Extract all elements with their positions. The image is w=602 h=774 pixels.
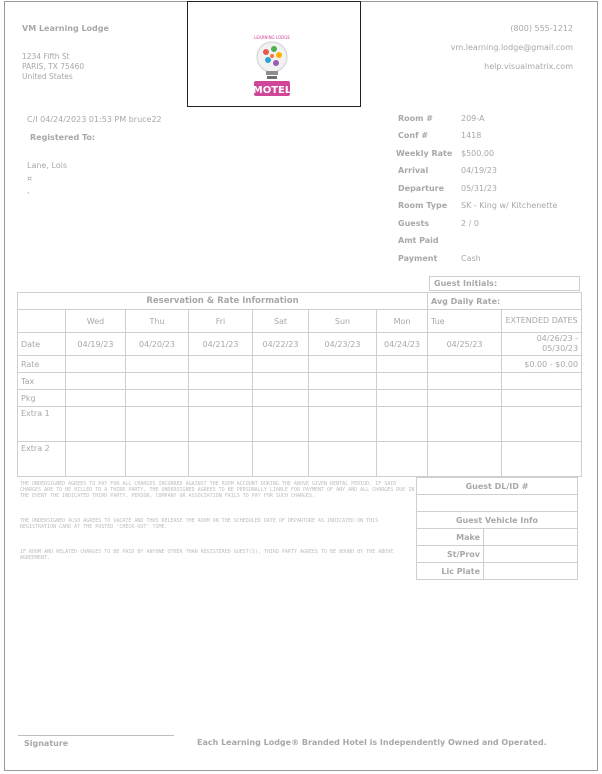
hotel-phone: (800) 555-1212 — [510, 24, 573, 33]
date-cell: 04/25/23 — [428, 333, 502, 356]
departure-label: Departure — [398, 184, 445, 193]
date-cell: 04/20/23 — [126, 333, 189, 356]
hotel-email: vm.learning.lodge@gmail.com — [450, 43, 573, 52]
legal-paragraph-2: THE UNDERSIGNED ALSO AGREES TO VACATE AND THUS RELEASE THE ROOM ON THE SCHEDULED DATE OF DEPARTURE AS INDICATED ON THIS REGISTRATION CARD AT THE POSTED 'CHECK-OUT' TIME. — [20, 518, 379, 531]
row-label: Extra 1 — [18, 407, 66, 442]
extended-dates-header: EXTENDED DATES — [502, 310, 582, 333]
departure-value: 05/31/23 — [461, 184, 497, 193]
date-cell: 04/21/23 — [189, 333, 253, 356]
row-label: Date — [18, 333, 66, 356]
day-header: Sun — [309, 310, 377, 333]
arrival-value: 04/19/23 — [461, 166, 497, 175]
hotel-logo — [187, 1, 361, 107]
table-row — [18, 373, 582, 390]
day-header: Sat — [253, 310, 309, 333]
day-header: Tue — [428, 310, 502, 333]
table-row — [18, 407, 582, 442]
day-header: Mon — [377, 310, 428, 333]
weekly-rate-value: $500.00 — [461, 149, 495, 158]
table-header-row — [18, 310, 582, 333]
hotel-name: VM Learning Lodge — [22, 24, 109, 33]
hotel-address-line1: 1234 Fifth St — [22, 52, 70, 61]
date-cell: 04/23/23 — [309, 333, 377, 356]
amt-paid-label: Amt Paid — [398, 236, 439, 245]
hotel-address-line2: PARIS, TX 75460 — [22, 62, 85, 71]
day-header: Fri — [189, 310, 253, 333]
payment-label: Payment — [398, 254, 438, 263]
guests-label: Guests — [398, 219, 430, 228]
legal-paragraph-1: THE UNDERSIGNED AGREES TO PAY FOR ALL CHARGES INCURRED AGAINST THE ROOM ACCOUNT DURING THE ABOVE GIVEN RENTAL PERIOD. IF SAID CHARGES ARE TO BE BILLED TO A THIRD PARTY, THE UNDERSIGNED AGREES TO BE PERSONALLY LIABLE FOR PAYMENT OF ANY AND ALL CHARGES DUE IN THE EVENT THE INDICATED THIRD PARTY, PERSON, COMPANY OR ASSOCIATION FAILS TO PAY FOR SUCH CHARGES. — [20, 481, 415, 500]
guest-address-line: ¤ — [27, 174, 33, 183]
footer-note: Each Learning Lodge® Branded Hotel is Independently Owned and Operated. — [197, 738, 547, 747]
signature-line[interactable] — [18, 735, 174, 736]
extended-dates-cell: 04/26/23 - 05/30/23 — [502, 333, 582, 356]
make-field[interactable] — [484, 529, 578, 546]
table-row — [18, 333, 582, 356]
hotel-address-line3: United States — [22, 72, 73, 81]
guest-name: Lane, Lois — [27, 161, 68, 170]
guest-dl-field[interactable] — [417, 495, 578, 512]
arrival-label: Arrival — [398, 166, 429, 175]
lightbulb-logo-icon — [188, 2, 359, 105]
row-label: Extra 2 — [18, 442, 66, 477]
make-label: Make — [417, 529, 484, 546]
row-label: Pkg — [18, 390, 66, 407]
guest-vehicle-label: Guest Vehicle Info — [417, 512, 578, 529]
logo-text-top: LEARNING LODGE — [254, 35, 290, 40]
weekly-rate-label: Weekly Rate — [396, 149, 453, 158]
guest-city-line: , — [27, 186, 30, 195]
reservation-rate-table — [17, 292, 582, 477]
avg-daily-rate-label: Avg Daily Rate: — [428, 293, 582, 310]
guest-initials-field[interactable] — [429, 276, 580, 291]
guest-initials-label: Guest Initials: — [434, 279, 498, 288]
payment-value: Cash — [461, 254, 481, 263]
table-row — [18, 356, 582, 373]
conf-number-value: 1418 — [461, 131, 482, 140]
hotel-website: help.visualmatrix.com — [484, 62, 573, 71]
legal-paragraph-3: IF ROOM AND RELATED CHARGES TO BE PAID BY ANYONE OTHER THAN REGISTERED GUEST(S), THIRD PARTY AGREES TO BE BOUND BY THE ABOVE AGREEMENT. — [20, 549, 394, 562]
guests-value: 2 / 0 — [461, 219, 479, 228]
st-prov-label: St/Prov — [417, 546, 484, 563]
registered-to-label: Registered To: — [30, 133, 96, 142]
day-header: Thu — [126, 310, 189, 333]
row-label: Tax — [18, 373, 66, 390]
lic-plate-label: Lic Plate — [417, 563, 484, 580]
row-label: Rate — [18, 356, 66, 373]
guest-dl-label: Guest DL/ID # — [417, 478, 578, 495]
room-type-value: SK - King w/ Kitchenette — [461, 201, 558, 210]
room-number-label: Room # — [398, 114, 433, 123]
logo-text-bottom: MOTEL — [252, 85, 292, 96]
reservation-title: Reservation & Rate Information — [18, 293, 428, 310]
guest-vehicle-table — [416, 477, 578, 580]
checkin-line: C/I 04/24/2023 01:53 PM bruce22 — [27, 115, 162, 124]
conf-number-label: Conf # — [398, 131, 429, 140]
room-number-value: 209-A — [461, 114, 485, 123]
day-header: Wed — [66, 310, 126, 333]
extended-rate-cell: $0.00 - $0.00 — [502, 356, 582, 373]
signature-label: Signature — [24, 739, 69, 748]
room-type-label: Room Type — [398, 201, 448, 210]
lic-plate-field[interactable] — [484, 563, 578, 580]
st-prov-field[interactable] — [484, 546, 578, 563]
table-title-row — [18, 293, 582, 310]
table-row — [18, 390, 582, 407]
date-cell: 04/19/23 — [66, 333, 126, 356]
table-row — [18, 442, 582, 477]
date-cell: 04/22/23 — [253, 333, 309, 356]
date-cell: 04/24/23 — [377, 333, 428, 356]
